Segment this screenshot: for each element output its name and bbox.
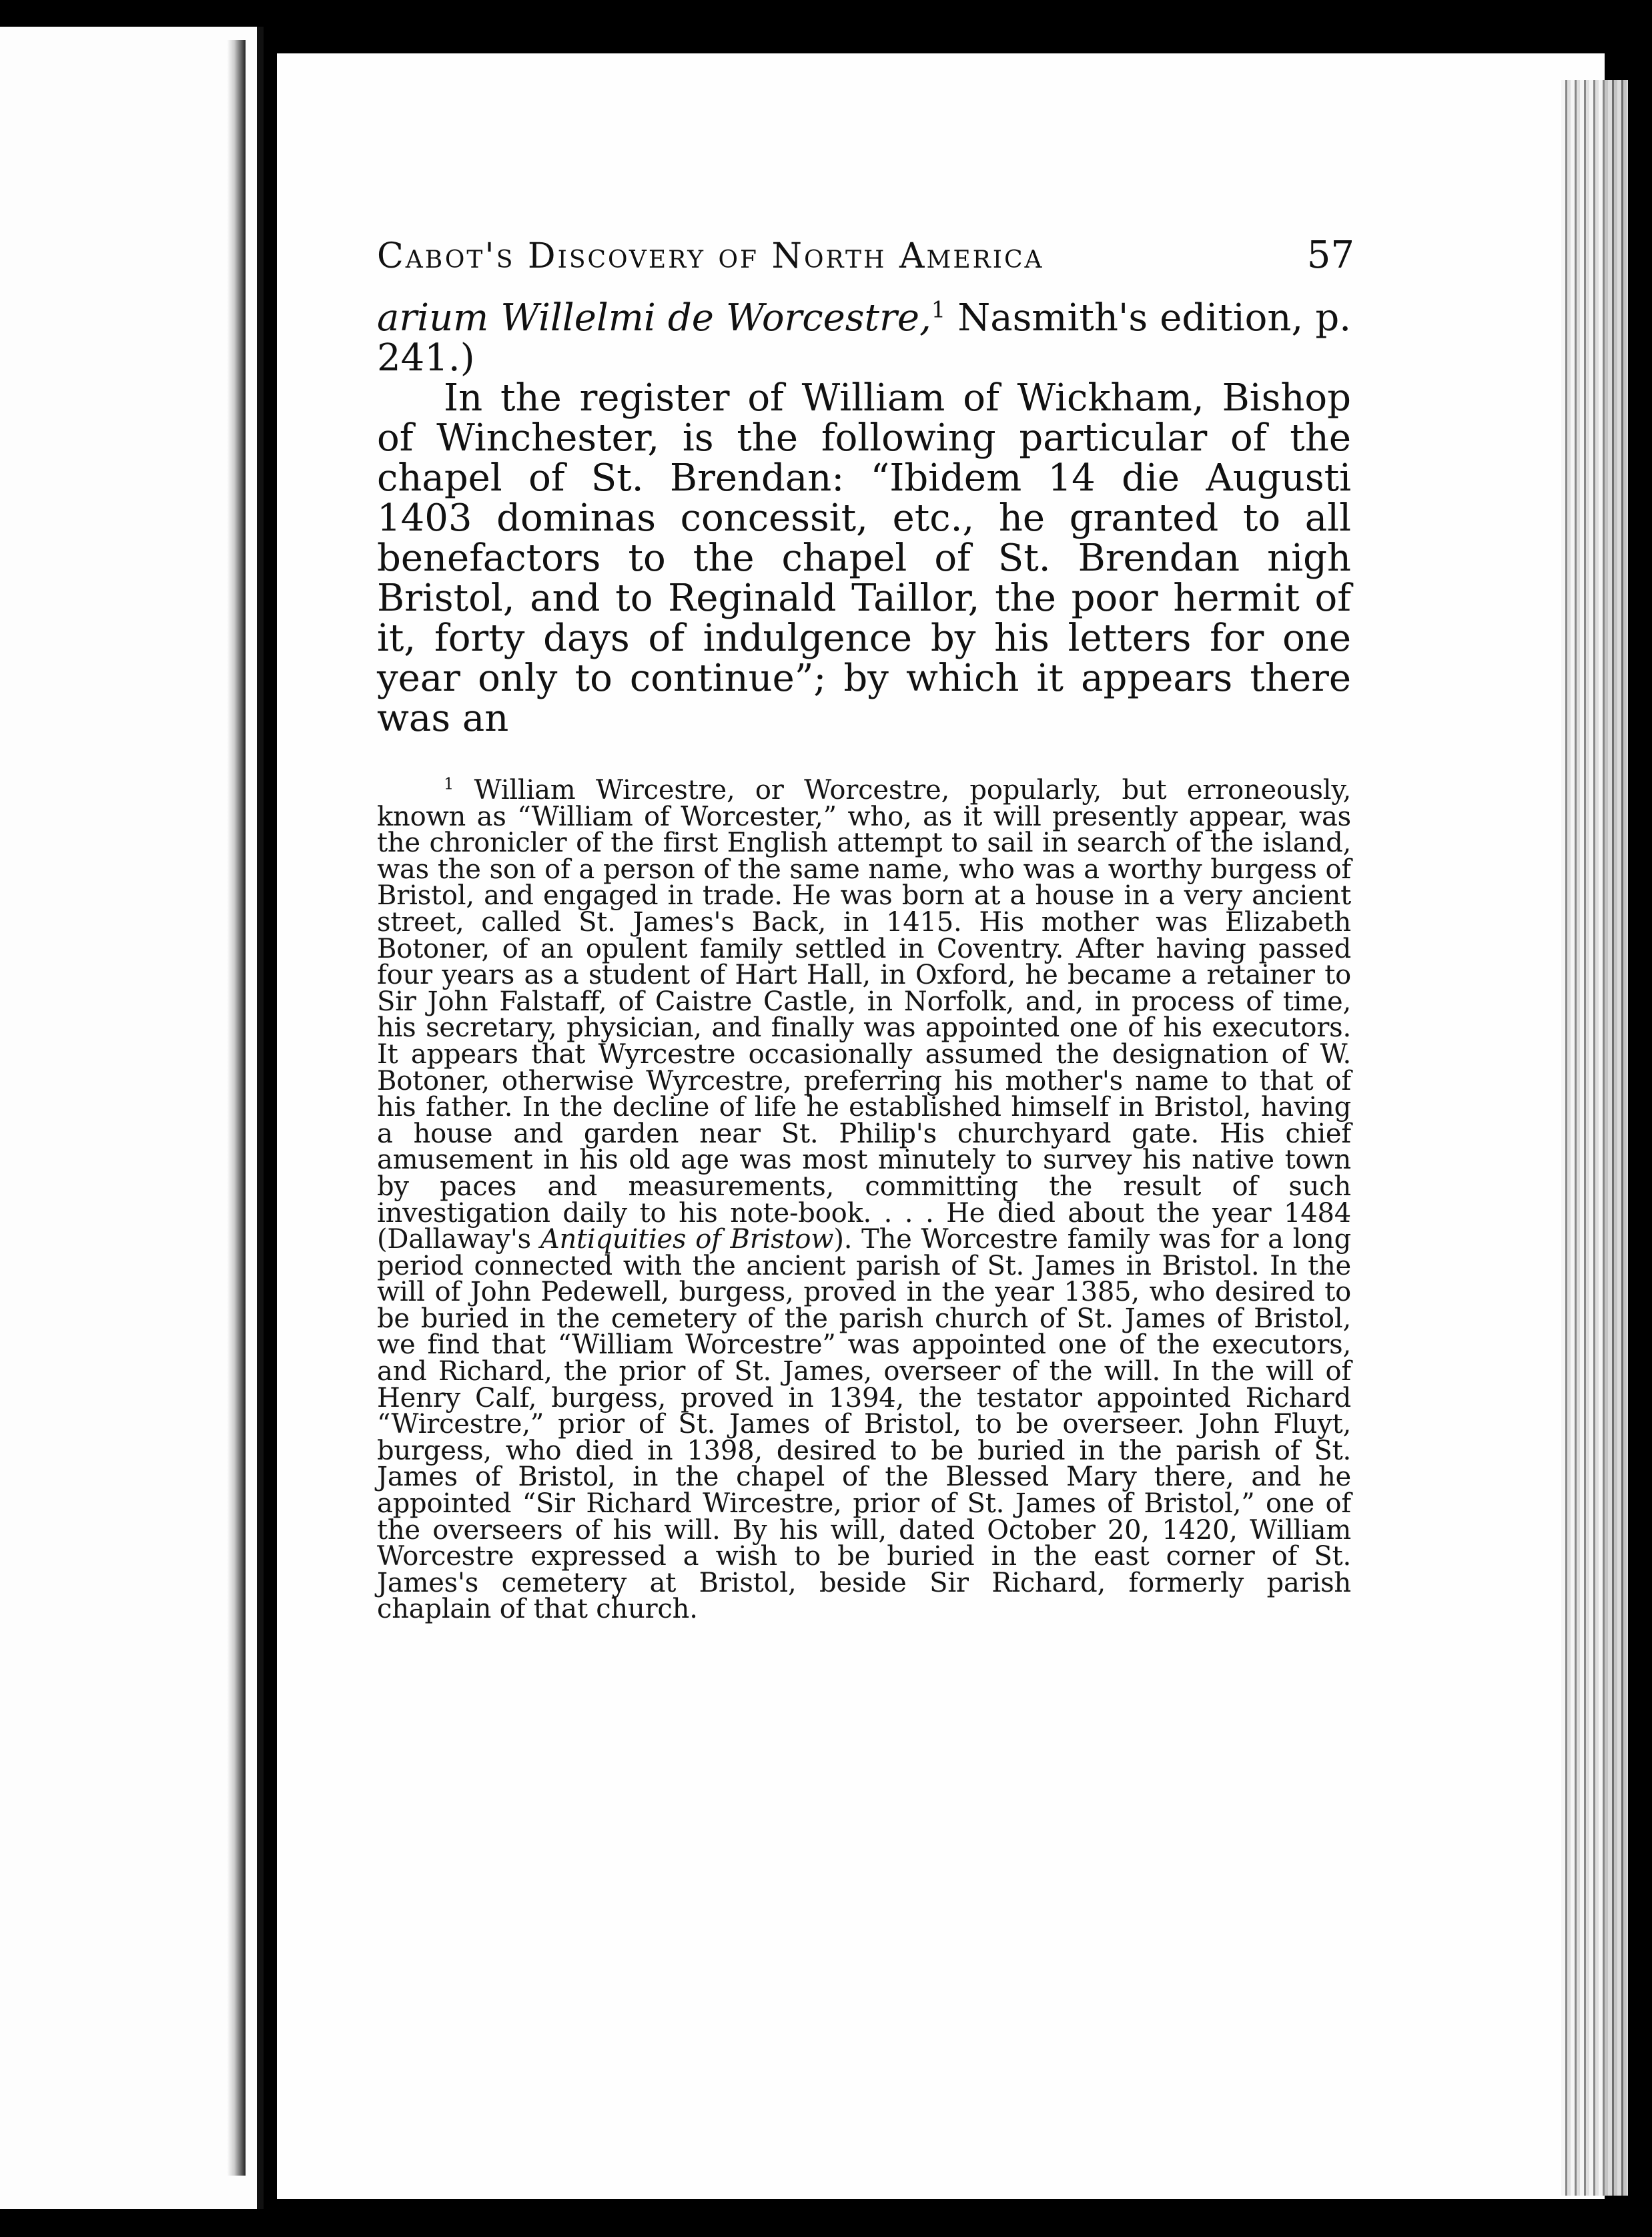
carryover-paragraph xyxy=(377,298,1351,378)
footnote-text-part1: William Wircestre, or Worcestre, popularly, but erroneously, known as “William of Worcester,” who, as it will presently appear, was the chronicler of the first English attempt to sail in search of the island, was the son of a person of the same name, who was a worthy burgess of Bristol, and engaged in trade. He was born at a house in a very ancient street, called St. James's Back, in 1415. His mother was Elizabeth Botoner, of an opulent family settled in Coventry. After having passed four years as a student of Hart Hall, in Oxford, he became a retainer to Sir John Falstaff, of Caistre Castle, in Norfolk, and, in process of time, his secretary, physician, and finally was appointed one of his executors. It appears that Wyrcestre occasionally assumed the designation of W. Botoner, otherwise Wyrcestre, preferring his mother's name to that of his father. In the decline of life he established himself in Bristol, having a house and garden near St. Philip's churchyard gate. His chief amusement in his old age was most minutely to survey his native town by paces and measurements, committing the result of such investigation daily to his note-book. . . . He died about the year 1484 (Dallaway's xyxy=(377,775,1351,1255)
footnote-marker: 1 xyxy=(444,774,454,793)
previous-page-edge xyxy=(0,27,264,2209)
footnote-body xyxy=(377,774,1352,1625)
page-text-block xyxy=(377,234,1354,1625)
carryover-italic-title: arium Willelmi de Worcestre, xyxy=(377,296,931,340)
main-text xyxy=(377,298,1351,739)
running-head xyxy=(377,234,1354,277)
carryover-text: Nasmith's edition, p. 241.) xyxy=(377,296,1351,380)
page-number: 57 xyxy=(1306,234,1354,277)
book-gutter xyxy=(227,40,246,2176)
page-stack-edge xyxy=(1561,80,1628,2196)
running-head-title: Cabot's Discovery of North America xyxy=(377,236,1044,276)
body-paragraph: In the register of William of Wickham, Bishop of Winchester, is the following particular of the chapel of St. Brendan: “Ibidem 14 die Augusti 1403 dominas concessit, etc., he granted to all benefactors to the chapel of St. Brendan nigh Bristol, and to Reginald Taillor, the poor hermit of it, forty days of indulgence by his letters for one year only to continue”; by which it appears there was an xyxy=(377,376,1351,740)
footnote-reference: 1 xyxy=(931,296,946,323)
footnote-text-part2: ). The Worcestre family was for a long period connected with the ancient parish of St. James in Bristol. In the will of John Pedewell, burgess, proved in the year 1385, who desired to be buried in the cemetery of the parish church of St. James of Bristol, we find that “William Worcestre” was appointed one of the executors, and Richard, the prior of St. James, overseer of the will. In the will of Henry Calf, burgess, proved in 1394, the testator appointed Richard “Wircestre,” prior of St. James of Bristol, to be overseer. John Fluyt, burgess, who died in 1398, desired to be buried in the parish of St. James of Bristol, in the chapel of the Blessed Mary there, and he appointed “Sir Richard Wircestre, prior of St. James of Bristol,” one of the overseers of his will. By his will, dated October 20, 1420, William Worcestre expressed a wish to be buried in the east corner of St. James's cemetery at Bristol, beside Sir Richard, formerly parish chaplain of that church. xyxy=(377,1224,1352,1625)
footnote xyxy=(377,774,1352,1625)
footnote-italic-title: Antiquities of Bristow xyxy=(540,1224,834,1255)
